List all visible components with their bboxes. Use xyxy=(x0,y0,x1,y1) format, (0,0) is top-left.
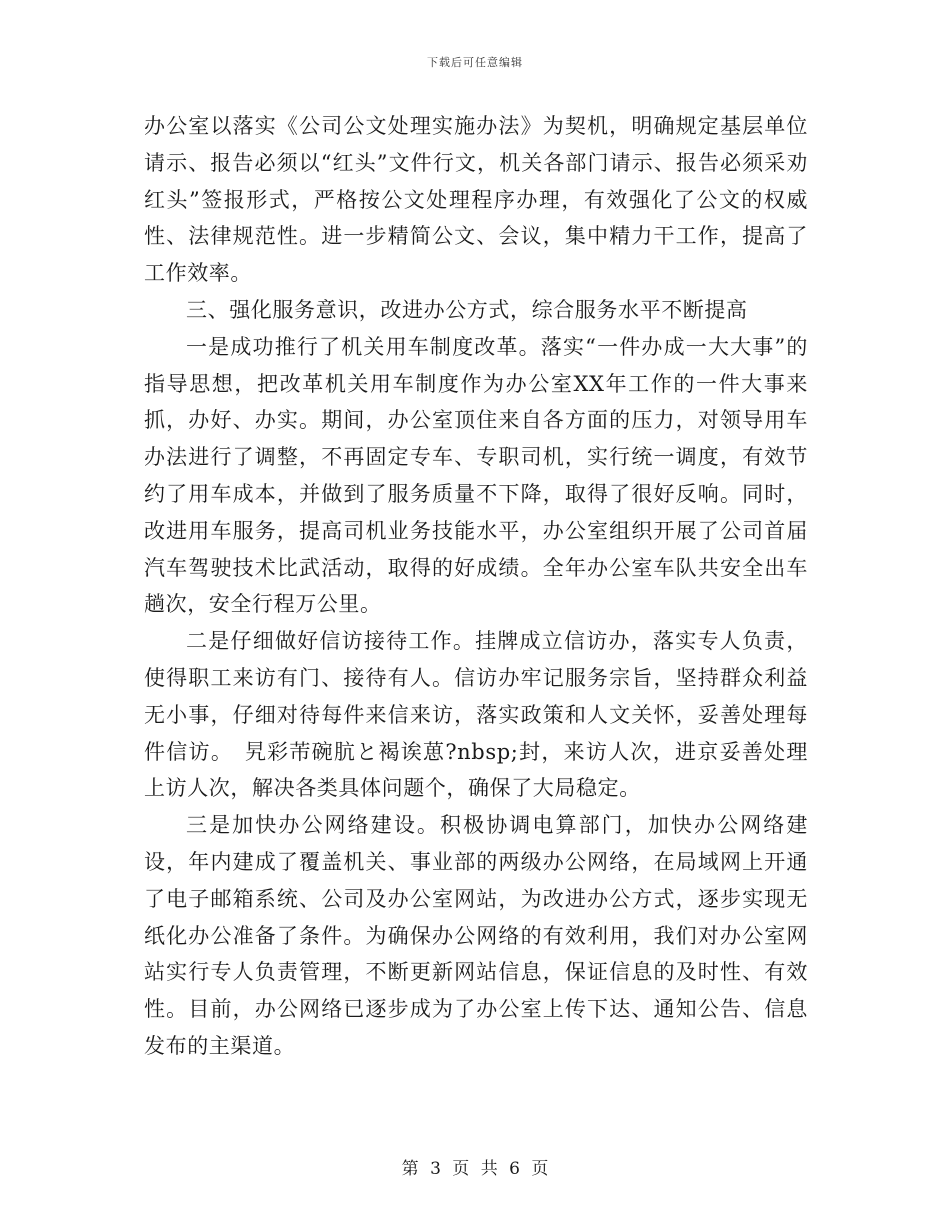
paragraph-vehicle-reform: 一是成功推行了机关用车制度改革。落实“一件办成一大大事”的指导思想，把改革机关用车制度作为办公室XX年工作的一件大事来抓，办好、办实。期间，办公室顶住来自各方面的压力，对领导用车办法进行了调整，不再固定专车、专职司机，实行统一调度，有效节约了用车成本，并做到了服务质量不下降，取得了很好反响。同时，改进用车服务，提高司机业务技能水平，办公室组织开展了公司首届汽车驾驶技术比武活动，取得的好成绩。全年办公室车队共安全出车趟次，安全行程万公里。 xyxy=(144,334,808,617)
document-body xyxy=(144,108,808,1065)
page-header: 下载后可任意编辑 xyxy=(427,56,523,69)
paragraph-office-network: 三是加快办公网络建设。积极协调电算部门，加快办公网络建设，年内建成了覆盖机关、事业部的两级办公网络，在局域网上开通了电子邮箱系统、公司及办公室网站，为改进办公方式，逐步实现无纸化办公准备了条件。为确保办公网络的有效利用，我们对办公室网站实行专人负责管理，不断更新网站信息，保证信息的及时性、有效性。目前，办公网络已逐步成为了办公室上传下达、通知公告、信息发布的主渠道。 xyxy=(144,813,808,1058)
paragraph-petition-reception: 二是仔细做好信访接待工作。挂牌成立信访办，落实专人负责，使得职工来访有门、接待有人。信访办牢记服务宗旨，坚持群众利益无小事，仔细对待每件来信来访，落实政策和人文关怀，妥善处理每件信访。 旯彩芾碗肮と褐诶葸?nbsp;封，来访人次，进京妥善处理上访人次，解决各类具体问题个，确保了大局稳定。 xyxy=(144,629,808,801)
section-heading-service: 三、强化服务意识，改进办公方式，综合服务水平不断提高 xyxy=(186,297,748,322)
paragraph-official-document: 办公室以落实《公司公文处理实施办法》为契机，明确规定基层单位请示、报告必须以“红头”文件行文，机关各部门请示、报告必须采劝红头”签报形式，严格按公文处理程序办理，有效强化了公文的权威性、法律规范性。进一步精简公文、会议，集中精力干工作，提高了工作效率。 xyxy=(144,114,808,286)
page-number-footer: 第 3 页 共 6 页 xyxy=(401,1159,549,1179)
